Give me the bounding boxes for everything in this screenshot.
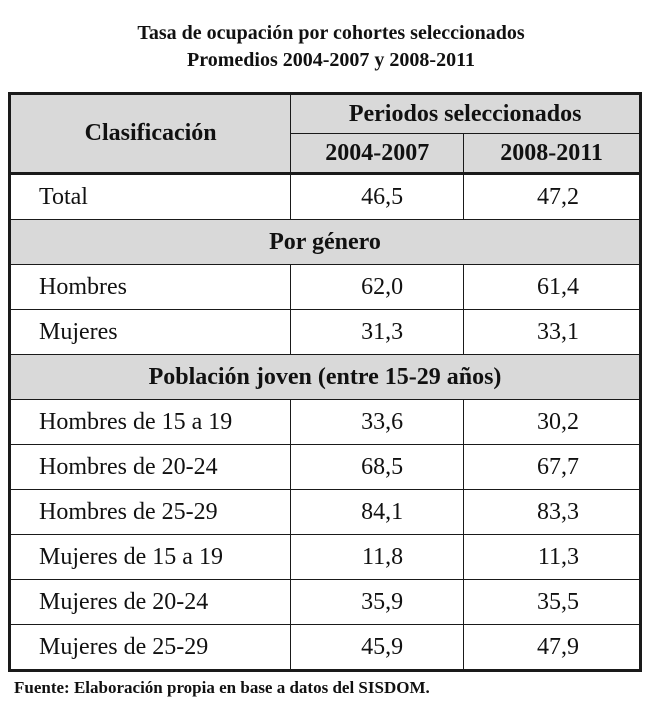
row-label: Hombres de 20-24 (10, 445, 291, 490)
title-line-1: Tasa de ocupación por cohortes seleccionados (137, 22, 525, 44)
table-row (10, 174, 641, 220)
row-value-period-2: 35,5 (464, 580, 641, 625)
source-note: Fuente: Elaboración propia en base a datos del SISDOM. (14, 678, 430, 697)
row-value-period-1: 68,5 (291, 445, 464, 490)
row-label: Total (10, 174, 291, 220)
row-value-period-2: 47,2 (464, 174, 641, 220)
row-value-period-2: 47,9 (464, 625, 641, 671)
row-value-period-2: 30,2 (464, 400, 641, 445)
section-gender: Por género (10, 220, 641, 265)
row-label: Hombres de 25-29 (10, 490, 291, 535)
table-row (10, 490, 641, 535)
row-value-period-2: 83,3 (464, 490, 641, 535)
row-label: Mujeres (10, 310, 291, 355)
table-row (10, 535, 641, 580)
header-period-1: 2004-2007 (291, 134, 464, 174)
row-value-period-2: 33,1 (464, 310, 641, 355)
title-line-2: Promedios 2004-2007 y 2008-2011 (187, 49, 475, 71)
header-periods: Periodos seleccionados (291, 94, 641, 134)
row-value-period-1: 84,1 (291, 490, 464, 535)
row-value-period-1: 33,6 (291, 400, 464, 445)
header-classification: Clasificación (10, 94, 291, 174)
row-value-period-2: 67,7 (464, 445, 641, 490)
row-value-period-1: 46,5 (291, 174, 464, 220)
occupation-rate-table (8, 92, 642, 672)
row-value-period-1: 35,9 (291, 580, 464, 625)
row-value-period-2: 11,3 (464, 535, 641, 580)
table-title (0, 20, 662, 74)
table-row (10, 400, 641, 445)
row-value-period-2: 61,4 (464, 265, 641, 310)
header-period-2: 2008-2011 (464, 134, 641, 174)
row-value-period-1: 62,0 (291, 265, 464, 310)
row-label: Mujeres de 20-24 (10, 580, 291, 625)
table-row (10, 445, 641, 490)
row-label: Mujeres de 25-29 (10, 625, 291, 671)
row-label: Hombres de 15 a 19 (10, 400, 291, 445)
section-youth: Población joven (entre 15-29 años) (10, 355, 641, 400)
row-value-period-1: 45,9 (291, 625, 464, 671)
table-row (10, 265, 641, 310)
row-label: Hombres (10, 265, 291, 310)
row-label: Mujeres de 15 a 19 (10, 535, 291, 580)
table-row (10, 310, 641, 355)
table-row (10, 625, 641, 671)
row-value-period-1: 11,8 (291, 535, 464, 580)
table-row (10, 580, 641, 625)
row-value-period-1: 31,3 (291, 310, 464, 355)
